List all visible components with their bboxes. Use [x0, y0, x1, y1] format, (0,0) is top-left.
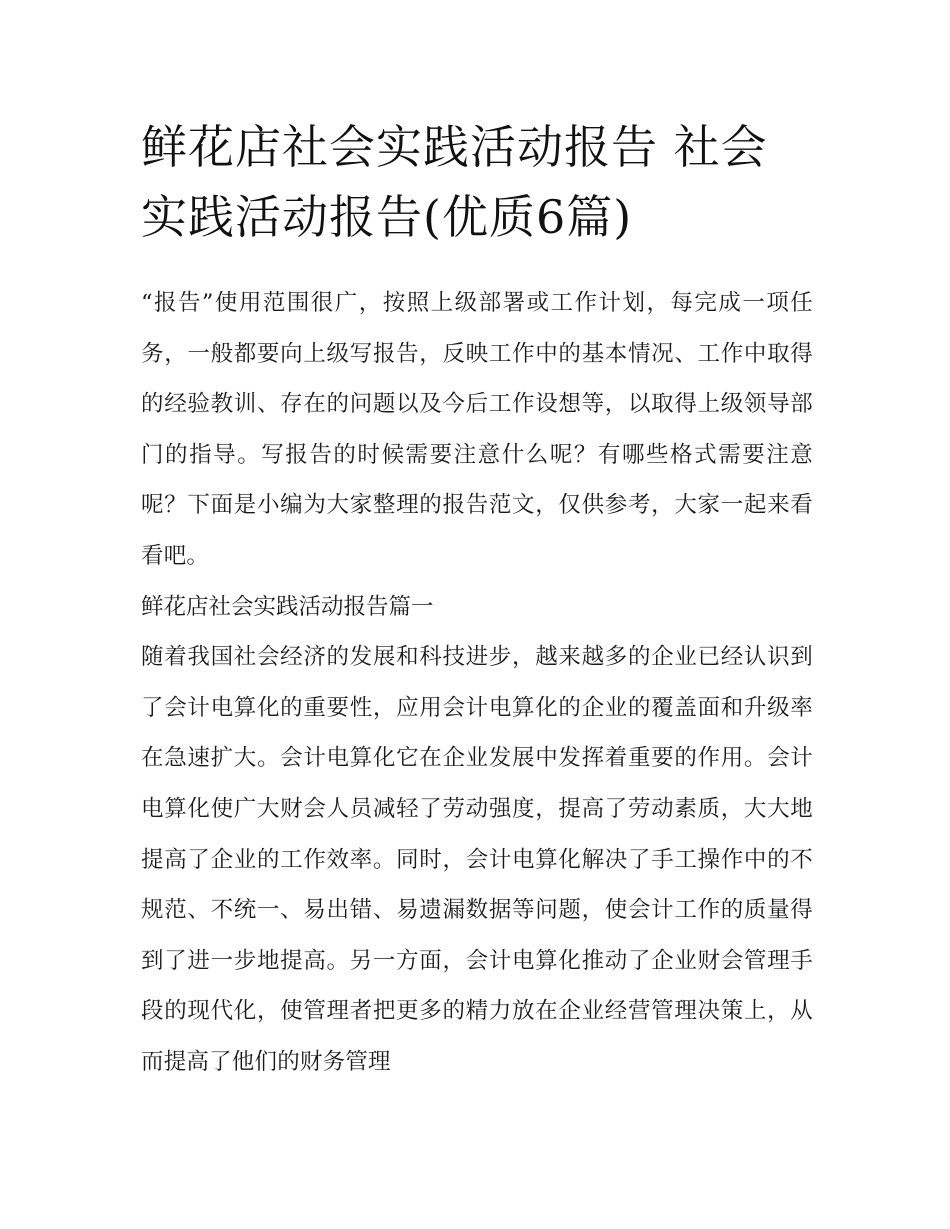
document-title: 鲜花店社会实践活动报告 社会实践活动报告(优质6篇) [141, 120, 768, 244]
section-paragraph: 随着我国社会经济的发展和科技进步，越来越多的企业已经认识到了会计电算化的重要性，应用会计电算化的企业的覆盖面和升级率在急速扩大。会计电算化它在企业发展中发挥着重要的作用。会计电算化使广大财会人员减轻了劳动强度，提高了劳动素质，大大地提高了企业的工作效率。同时，会计电算化解决了手工操作中的不规范、不统一、易出错、易遗漏数据等问题，使会计工作的质量得到了进一步地提高。另一方面，会计电算化推动了企业财会管理手段的现代化，使管理者把更多的精力放在企业经营管理决策上，从而提高了他们的财务管理 [141, 644, 813, 1075]
intro-paragraph: “报告”使用范围很广，按照上级部署或工作计划，每完成一项任务，一般都要向上级写报告，反映工作中的基本情况、工作中取得的经验教训、存在的问题以及今后工作设想等，以取得上级领导部门的指导。写报告的时候需要注意什么呢？有哪些格式需要注意呢？下面是小编为大家整理的报告范文，仅供参考，大家一起来看看吧。 [141, 290, 813, 569]
section-heading: 鲜花店社会实践活动报告篇一 [141, 593, 434, 620]
document-page [141, 112, 813, 1088]
